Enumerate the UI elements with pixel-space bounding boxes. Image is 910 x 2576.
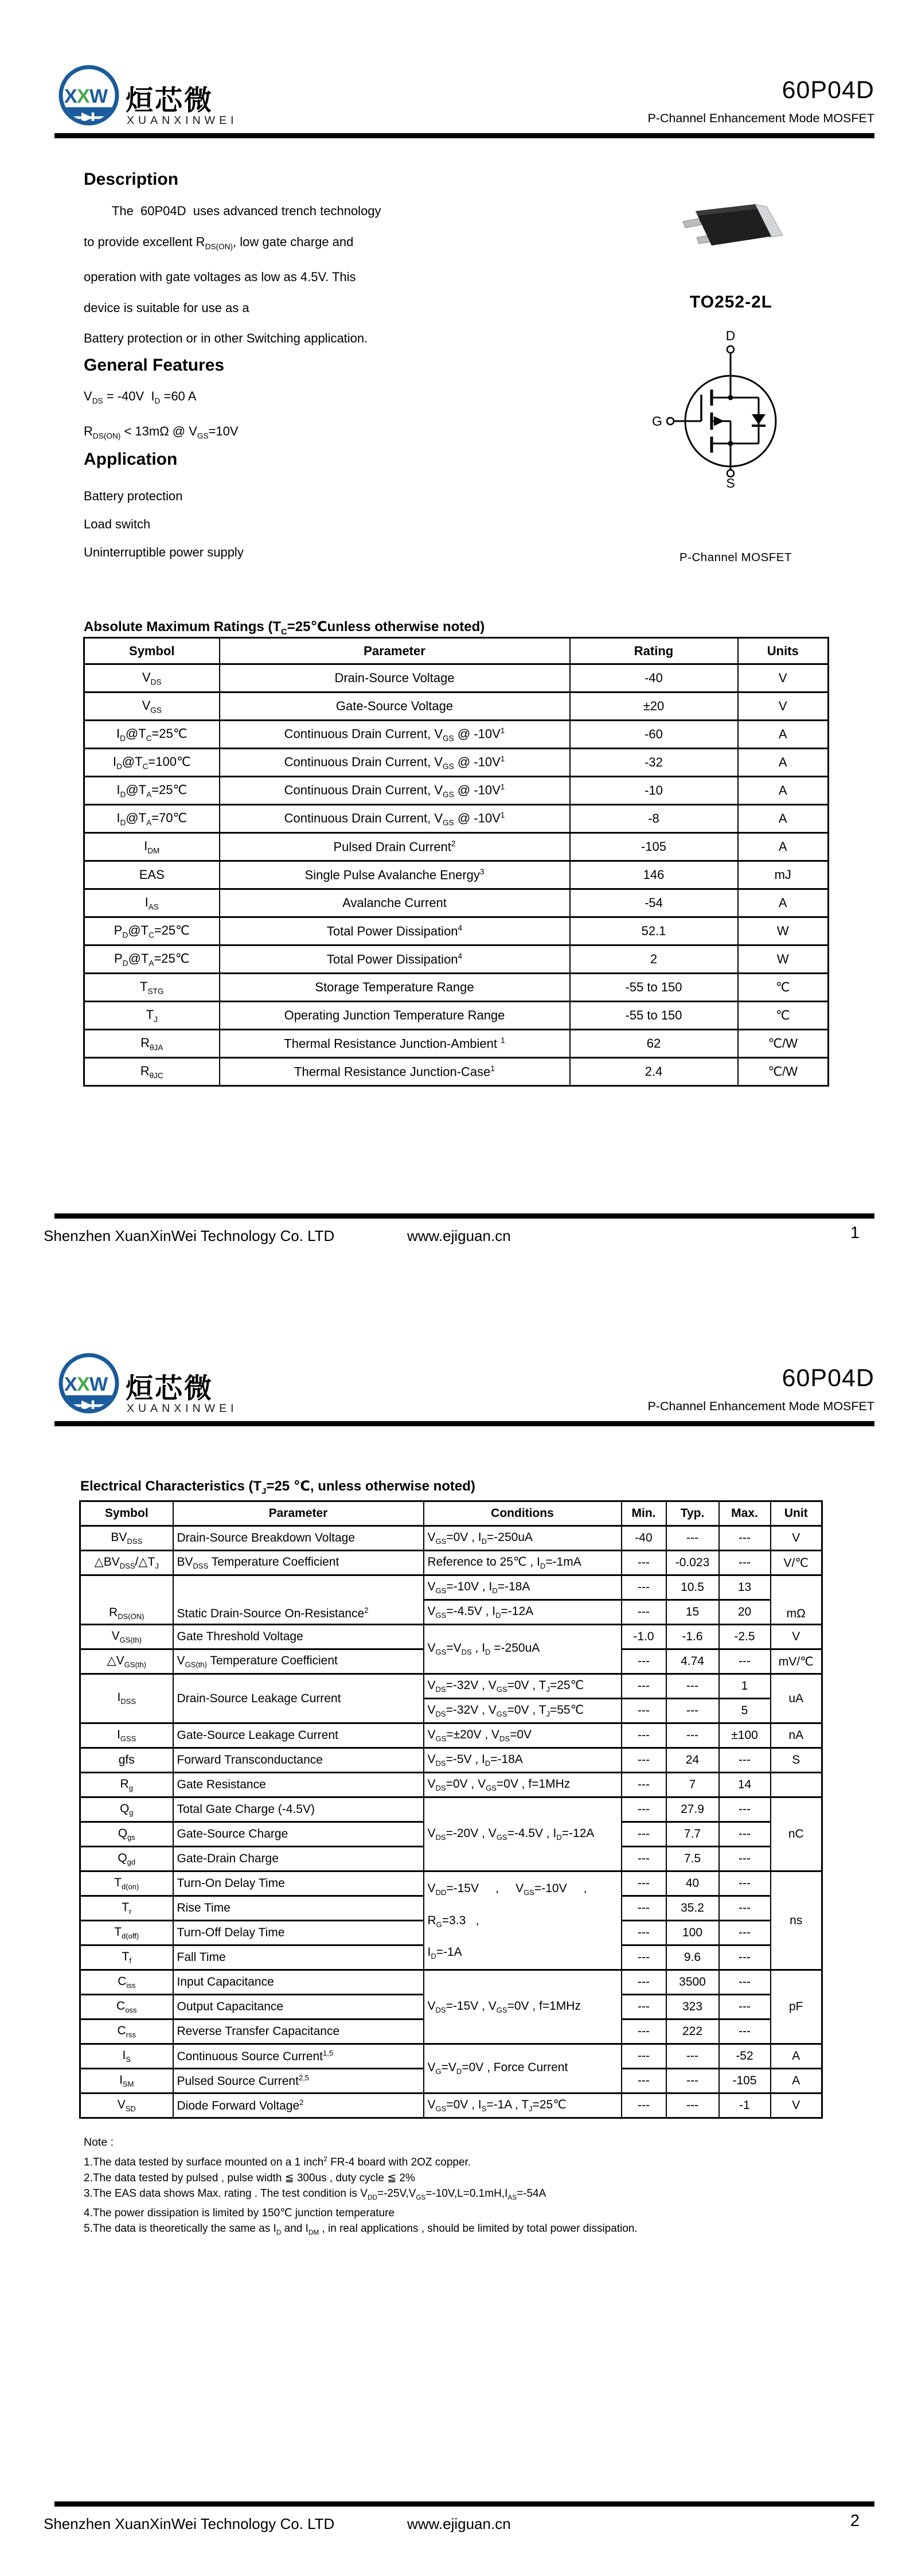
header-rule xyxy=(54,1421,874,1426)
table-cell: --- xyxy=(622,1551,666,1575)
description-line: operation with gate voltages as low as 4.5V. This xyxy=(84,270,356,285)
brand-name-cn: 烜芯微 xyxy=(126,85,214,116)
table-cell: $V_{SD}$ xyxy=(80,2094,173,2118)
footer-website-link[interactable]: www.ejiguan.cn xyxy=(407,2515,511,2532)
table-cell: --- xyxy=(719,1649,771,1674)
pin-label-d: D xyxy=(725,330,736,343)
table-cell: --- xyxy=(622,2094,666,2118)
company-logo-icon xyxy=(57,65,122,133)
table-cell: $T_{d(off)}$ xyxy=(80,1921,173,1945)
table-cell: 2.4 xyxy=(570,1058,738,1086)
description-paragraph xyxy=(84,196,623,354)
table-cell: -52 xyxy=(719,2044,771,2069)
data-table xyxy=(79,1500,823,2119)
table-cell: --- xyxy=(622,1970,666,1995)
part-subtitle: P-Channel Enhancement Mode MOSFET xyxy=(647,1399,874,1413)
table-cell: --- xyxy=(622,1674,666,1699)
table-cell: $C_{oss}$ xyxy=(80,1995,173,2019)
table-cell: A xyxy=(738,749,829,777)
table-header-cell: Units xyxy=(738,638,829,664)
table-cell: $P_D@T_C=25℃$ xyxy=(84,917,220,945)
table-cell: A xyxy=(771,2069,822,2094)
table-cell: --- xyxy=(666,2044,719,2069)
table-cell: 7 xyxy=(666,1773,719,1797)
table-cell: mΩ xyxy=(771,1575,822,1625)
table-cell: 62 xyxy=(570,1030,738,1058)
table-cell: Total Power Dissipation$^4$ xyxy=(220,917,570,945)
table-cell: Single Pulse Avalanche Energy$^3$ xyxy=(220,861,570,889)
table-cell: Storage Temperature Range xyxy=(220,974,570,1002)
table-cell: ℃ xyxy=(738,974,829,1002)
ec-table-title: Electrical Characteristics ($T_J=25$ ℃, unless otherwise noted) xyxy=(80,1478,475,1496)
data-table xyxy=(83,637,829,1087)
table-cell: $BV_{DSS}$ Temperature Coefficient xyxy=(173,1551,424,1575)
table-cell: $I_{SM}$ xyxy=(80,2069,173,2094)
table-cell: $V_G=V_D=0V$ , Force Current xyxy=(424,2044,622,2094)
amr-table-title: Absolute Maximum Ratings ($T_C=25℃unless$ otherwise noted) xyxy=(84,619,485,637)
table-cell xyxy=(771,1773,822,1797)
table-cell: --- xyxy=(622,2069,666,2094)
footer-company: Shenzhen XuanXinWei Technology Co. LTD xyxy=(44,1227,335,1244)
table-cell: $T_f$ xyxy=(80,1945,173,1970)
table-cell: Diode Forward Voltage$^2$ xyxy=(173,2094,424,2118)
company-logo-icon xyxy=(57,1353,122,1421)
ec-table-container xyxy=(79,1500,823,2119)
table-cell: $I_{DM}$ xyxy=(84,833,220,861)
logo-letter-x1: X xyxy=(64,85,77,107)
table-cell: Continuous Source Current$^{1,5}$ xyxy=(173,2044,424,2069)
table-cell: $I_{DSS}$ xyxy=(80,1674,173,1723)
table-cell: Turn-Off Delay Time xyxy=(173,1921,424,1945)
table-cell: Forward Transconductance xyxy=(173,1748,424,1773)
table-cell: $V_{GS}=-10V$ , $I_D=-18A$ xyxy=(424,1575,622,1600)
table-cell: Continuous Drain Current, $V_{GS}$ @ $-10V^1$ xyxy=(220,777,570,805)
note-line: 4.The power dissipation is limited by 150℃ junction temperature xyxy=(84,2207,395,2219)
table-cell: --- xyxy=(719,1526,771,1551)
table-cell: --- xyxy=(622,1896,666,1921)
table-cell: mV/℃ xyxy=(771,1649,822,1674)
description-line: Battery protection or in other Switching application. xyxy=(84,331,368,346)
table-cell: $V_{GS}=0V$ , $I_D=-250uA$ xyxy=(424,1526,622,1551)
description-line: The 60P04D uses advanced trench technology xyxy=(84,204,381,218)
table-cell: Drain-Source Leakage Current xyxy=(173,1674,424,1723)
table-cell: $T_{STG}$ xyxy=(84,974,220,1002)
table-cell: 27.9 xyxy=(666,1797,719,1822)
brand-name-en: XUANXINWEI xyxy=(127,114,238,127)
table-cell: --- xyxy=(622,1995,666,2019)
table-cell: 7.7 xyxy=(666,1822,719,1847)
table-cell: -55 to 150 xyxy=(570,974,738,1002)
footer-rule xyxy=(54,2501,874,2507)
table-cell: S xyxy=(771,1748,822,1773)
table-cell: 146 xyxy=(570,861,738,889)
table-cell: ℃ xyxy=(738,1002,829,1030)
table-cell: W xyxy=(738,945,829,974)
table-cell: --- xyxy=(622,1921,666,1945)
table-cell: A xyxy=(738,805,829,833)
footer-company: Shenzhen XuanXinWei Technology Co. LTD xyxy=(44,2515,335,2532)
table-cell: --- xyxy=(666,2094,719,2118)
table-header-cell: Conditions xyxy=(424,1501,622,1526)
table-cell: $V_{GS}=0V$ , $I_S=-1A$ , $T_J=25℃$ xyxy=(424,2094,622,2118)
table-cell: --- xyxy=(719,1995,771,2019)
table-cell: Continuous Drain Current, $V_{GS}$ @ $-10V^1$ xyxy=(220,805,570,833)
table-cell: Total Gate Charge (-4.5V) xyxy=(173,1797,424,1822)
note-line: 2.The data tested by pulsed , pulse width ≦ 300us , duty cycle ≦ 2% xyxy=(84,2172,415,2184)
table-header-cell: Max. xyxy=(719,1501,771,1526)
channel-arrow-icon xyxy=(714,417,724,426)
table-cell: --- xyxy=(719,1797,771,1822)
mosfet-symbol-caption: P-Channel MOSFET xyxy=(679,551,792,564)
table-cell: $Q_{gd}$ xyxy=(80,1847,173,1871)
table-cell: nA xyxy=(771,1723,822,1748)
table-cell: Operating Junction Temperature Range xyxy=(220,1002,570,1030)
table-cell: Total Power Dissipation$^4$ xyxy=(220,945,570,974)
table-cell: $V_{DS}=-5V$ , $I_D=-18A$ xyxy=(424,1748,622,1773)
table-cell: Gate Threshold Voltage xyxy=(173,1625,424,1649)
table-cell: Drain-Source Breakdown Voltage xyxy=(173,1526,424,1551)
logo-letter-x2: X xyxy=(77,1373,90,1395)
table-cell: 10.5 xyxy=(666,1575,719,1600)
table-cell: pF xyxy=(771,1970,822,2044)
table-cell: 14 xyxy=(719,1773,771,1797)
table-header-cell: Typ. xyxy=(666,1501,719,1526)
table-cell: -40 xyxy=(570,664,738,692)
table-cell: -10 xyxy=(570,777,738,805)
footer-website-link[interactable]: www.ejiguan.cn xyxy=(407,1227,511,1244)
table-cell: --- xyxy=(622,1723,666,1748)
table-cell: $I_D@T_A=25℃$ xyxy=(84,777,220,805)
table-cell: 52.1 xyxy=(570,917,738,945)
table-cell: ℃/W xyxy=(738,1030,829,1058)
table-cell: --- xyxy=(622,1797,666,1822)
table-cell: --- xyxy=(622,1871,666,1896)
table-cell: $V_{DS}$ xyxy=(84,664,220,692)
table-cell: A xyxy=(738,889,829,917)
package-lead-1 xyxy=(683,219,701,228)
table-cell: $P_D@T_A=25℃$ xyxy=(84,945,220,974)
table-cell: 4.74 xyxy=(666,1649,719,1674)
table-cell: --- xyxy=(622,1649,666,1674)
table-cell: $V_{DS}=-20V$ , $V_{GS}=-4.5V$ , $I_D=-12A$ xyxy=(424,1797,622,1871)
table-cell: 24 xyxy=(666,1748,719,1773)
table-cell: --- xyxy=(622,1773,666,1797)
table-header-cell: Symbol xyxy=(84,638,220,664)
brand-name-cn: 烜芯微 xyxy=(126,1373,214,1404)
table-cell: -32 xyxy=(570,749,738,777)
table-cell: V xyxy=(738,692,829,721)
table-cell: 1 xyxy=(719,1674,771,1699)
table-cell: Fall Time xyxy=(173,1945,424,1970)
table-cell: 100 xyxy=(666,1921,719,1945)
table-cell: $Q_{gs}$ xyxy=(80,1822,173,1847)
table-cell: --- xyxy=(666,1674,719,1699)
table-cell: $T_J$ xyxy=(84,1002,220,1030)
table-cell: --- xyxy=(719,1847,771,1871)
description-heading: Description xyxy=(84,170,179,189)
table-header-cell: Parameter xyxy=(173,1501,424,1526)
table-cell: -55 to 150 xyxy=(570,1002,738,1030)
table-cell: $I_D@T_C=25℃$ xyxy=(84,721,220,749)
table-cell: --- xyxy=(666,1526,719,1551)
table-cell: $I_D@T_A=70℃$ xyxy=(84,805,220,833)
table-cell: $V_{GS}=\pm 20V$ , $V_{DS}=0V$ xyxy=(424,1723,622,1748)
description-line: to provide excellent $R_{DS(ON)}$, low gate charge and xyxy=(84,234,354,251)
logo-letter-x1: X xyxy=(64,1373,77,1395)
table-cell: ns xyxy=(771,1871,822,1970)
table-cell: --- xyxy=(622,1847,666,1871)
table-cell: --- xyxy=(719,1896,771,1921)
general-features-heading: General Features xyxy=(84,356,225,375)
table-cell: Continuous Drain Current, $V_{GS}$ @ $-10V^1$ xyxy=(220,749,570,777)
table-cell: $V_{DS}=-32V$ , $V_{GS}=0V$ , $T_J=25℃$ xyxy=(424,1674,622,1699)
table-cell: $\triangle BV_{DSS}/\triangle T_J$ xyxy=(80,1551,173,1575)
table-cell: Thermal Resistance Junction-Case$^1$ xyxy=(220,1058,570,1086)
table-cell: EAS xyxy=(84,861,220,889)
table-cell: $R_{\theta JA}$ xyxy=(84,1030,220,1058)
logo-letter-w: W xyxy=(89,1373,108,1395)
table-cell: $V_{GS}=V_{DS}$ , $I_D =-250uA$ xyxy=(424,1625,622,1674)
table-cell: ±100 xyxy=(719,1723,771,1748)
table-header-cell: Rating xyxy=(570,638,738,664)
part-subtitle: P-Channel Enhancement Mode MOSFET xyxy=(647,111,874,125)
table-cell: V xyxy=(738,664,829,692)
footer-page-number: 1 xyxy=(850,1224,860,1242)
table-cell: Rise Time xyxy=(173,1896,424,1921)
table-cell: $I_S$ xyxy=(80,2044,173,2069)
table-cell: --- xyxy=(719,1551,771,1575)
table-cell: -54 xyxy=(570,889,738,917)
table-cell: Gate-Drain Charge xyxy=(173,1847,424,1871)
amr-table-container xyxy=(83,637,829,1087)
table-cell: Reverse Transfer Capacitance xyxy=(173,2019,424,2044)
feature-line: $R_{DS(ON)} < 13m\Omega$ @ $V_{GS}=10V$ xyxy=(84,424,239,441)
description-line: device is suitable for use as a xyxy=(84,300,249,315)
table-cell: 9.6 xyxy=(666,1945,719,1970)
table-cell: Static Drain-Source On-Resistance$^2$ xyxy=(173,1575,424,1625)
table-cell: A xyxy=(771,2044,822,2069)
notes-heading: Note : xyxy=(84,2136,114,2149)
drain-terminal xyxy=(727,346,734,353)
table-cell: Drain-Source Voltage xyxy=(220,664,570,692)
table-cell: --- xyxy=(719,1822,771,1847)
table-cell: 15 xyxy=(666,1600,719,1625)
table-cell: $R_{\theta JC}$ xyxy=(84,1058,220,1086)
table-cell: Gate-Source Charge xyxy=(173,1822,424,1847)
table-header-cell: Symbol xyxy=(80,1501,173,1526)
footer-rule xyxy=(54,1213,874,1219)
table-cell: -60 xyxy=(570,721,738,749)
table-cell: mJ xyxy=(738,861,829,889)
table-cell: Gate-Source Voltage xyxy=(220,692,570,721)
logo-letter-w: W xyxy=(89,85,108,107)
table-cell: $BV_{DSS}$ xyxy=(80,1526,173,1551)
table-cell: Gate Resistance xyxy=(173,1773,424,1797)
pin-label-g: G xyxy=(652,414,662,429)
table-cell: Input Capacitance xyxy=(173,1970,424,1995)
table-cell: --- xyxy=(719,1921,771,1945)
table-cell: V xyxy=(771,2094,822,2118)
table-cell: -8 xyxy=(570,805,738,833)
application-list xyxy=(84,482,542,566)
table-cell: --- xyxy=(622,1699,666,1723)
notes-list xyxy=(84,2151,829,2240)
table-cell: 222 xyxy=(666,2019,719,2044)
table-cell: $I_{AS}$ xyxy=(84,889,220,917)
table-cell: V xyxy=(771,1625,822,1649)
table-cell: Pulsed Drain Current$^2$ xyxy=(220,833,570,861)
table-cell: Thermal Resistance Junction-Ambient $^1$ xyxy=(220,1030,570,1058)
table-cell: --- xyxy=(719,1970,771,1995)
table-cell: A xyxy=(738,833,829,861)
table-cell: 13 xyxy=(719,1575,771,1600)
table-cell: W xyxy=(738,917,829,945)
table-cell: 20 xyxy=(719,1600,771,1625)
header-rule xyxy=(54,133,874,138)
table-header-cell: Parameter xyxy=(220,638,570,664)
application-line: Uninterruptible power supply xyxy=(84,545,244,559)
table-header-cell: Unit xyxy=(771,1501,822,1526)
footer-page-number: 2 xyxy=(850,2512,860,2530)
table-cell: V xyxy=(771,1526,822,1551)
table-cell: --- xyxy=(719,1871,771,1896)
table-cell: 35.2 xyxy=(666,1896,719,1921)
mosfet-symbol-diagram xyxy=(643,330,815,490)
table-cell: A xyxy=(738,777,829,805)
table-cell: $C_{rss}$ xyxy=(80,2019,173,2044)
table-cell: Reference to 25℃ , $I_D=-1mA$ xyxy=(424,1551,622,1575)
table-cell: uA xyxy=(771,1674,822,1723)
general-features-list xyxy=(84,381,542,452)
table-cell: Output Capacitance xyxy=(173,1995,424,2019)
note-line: 5.The data is theoretically the same as $I_D$ and $I_{DM}$ , in real applications , should be limited by total power dissipation. xyxy=(84,2222,638,2236)
part-number: 60P04D xyxy=(782,1364,874,1392)
table-cell: -0.023 xyxy=(666,1551,719,1575)
table-cell: -1.6 xyxy=(666,1625,719,1649)
table-cell: 2 xyxy=(570,945,738,974)
table-cell: nC xyxy=(771,1797,822,1871)
table-cell: -105 xyxy=(719,2069,771,2094)
table-cell: --- xyxy=(719,2019,771,2044)
table-cell: A xyxy=(738,721,829,749)
table-cell: 7.5 xyxy=(666,1847,719,1871)
gate-terminal xyxy=(667,418,674,425)
package-photo xyxy=(679,202,788,262)
table-cell: --- xyxy=(622,2019,666,2044)
table-cell: $I_{GSS}$ xyxy=(80,1723,173,1748)
package-name-label: TO252-2L xyxy=(689,293,773,312)
logo-letter-x2: X xyxy=(77,85,90,107)
table-cell: $I_D@T_C=100℃$ xyxy=(84,749,220,777)
feature-line: $V_{DS} = -40V$ $I_D =60$ A xyxy=(84,389,197,406)
table-cell: --- xyxy=(622,2044,666,2069)
table-cell: 40 xyxy=(666,1871,719,1896)
table-cell: ℃/W xyxy=(738,1058,829,1086)
table-cell: --- xyxy=(622,1575,666,1600)
application-line: Battery protection xyxy=(84,489,183,503)
table-cell: $V_{DS}=-32V$ , $V_{GS}=0V$ , $T_J=55℃$ xyxy=(424,1699,622,1723)
application-line: Load switch xyxy=(84,517,151,531)
table-cell: $V_{DS}=-15V$ , $V_{GS}=0V$ , f=1MHz xyxy=(424,1970,622,2044)
pin-label-s: S xyxy=(726,476,735,490)
table-cell: --- xyxy=(666,1699,719,1723)
table-cell: --- xyxy=(719,1945,771,1970)
table-cell: --- xyxy=(719,1748,771,1773)
part-number: 60P04D xyxy=(782,76,874,104)
table-cell: Turn-On Delay Time xyxy=(173,1871,424,1896)
table-header-cell: Min. xyxy=(622,1501,666,1526)
table-cell: $\triangle V_{GS(th)}$ xyxy=(80,1649,173,1674)
table-cell: $R_{DS(ON)}$ xyxy=(80,1575,173,1625)
table-cell: $T_r$ xyxy=(80,1896,173,1921)
table-cell: $V_{DS}=0V$ , $V_{GS}=0V$ , f=1MHz xyxy=(424,1773,622,1797)
table-cell: --- xyxy=(622,1822,666,1847)
table-cell: $Q_g$ xyxy=(80,1797,173,1822)
table-cell: -105 xyxy=(570,833,738,861)
table-cell: $V_{GS(th)}$ xyxy=(80,1625,173,1649)
table-cell: Continuous Drain Current, $V_{GS}$ @ $-10V^1$ xyxy=(220,721,570,749)
table-cell: -1.0 xyxy=(622,1625,666,1649)
table-cell: --- xyxy=(622,1945,666,1970)
brand-name-en: XUANXINWEI xyxy=(127,1402,238,1415)
note-line: 1.The data tested by surface mounted on a 1 inch$^2$ FR-4 board with 2OZ copper. xyxy=(84,2155,471,2169)
table-cell: Pulsed Source Current$^{2,5}$ xyxy=(173,2069,424,2094)
table-cell: $C_{iss}$ xyxy=(80,1970,173,1995)
datasheet-page-2 xyxy=(0,1288,910,2576)
table-cell: $V_{GS(th)}$ Temperature Coefficient xyxy=(173,1649,424,1674)
table-cell: --- xyxy=(622,1600,666,1625)
table-cell: $V_{GS}=-4.5V$ , $I_D=-12A$ xyxy=(424,1600,622,1625)
table-cell: -40 xyxy=(622,1526,666,1551)
table-cell: $V_{DD}=-15V$ , $V_{GS}=-10V$ , $R_G=3.3$ , $I_D=-1A$ xyxy=(424,1871,622,1970)
note-line: 3.The EAS data shows Max. rating . The test condition is $V_{DD}=-25V,V_{GS}=-10V,L=0.1mH,I_{AS}=-54A$ xyxy=(84,2187,546,2201)
table-cell: Avalanche Current xyxy=(220,889,570,917)
table-cell: $T_{d(on)}$ xyxy=(80,1871,173,1896)
table-cell: 323 xyxy=(666,1995,719,2019)
table-cell: --- xyxy=(666,2069,719,2094)
table-cell: ±20 xyxy=(570,692,738,721)
table-cell: V/℃ xyxy=(771,1551,822,1575)
table-cell: --- xyxy=(666,1723,719,1748)
table-cell: 3500 xyxy=(666,1970,719,1995)
table-cell: -2.5 xyxy=(719,1625,771,1649)
table-cell: $V_{GS}$ xyxy=(84,692,220,721)
application-heading: Application xyxy=(84,450,178,469)
body-diode-icon xyxy=(752,414,766,425)
table-cell: 5 xyxy=(719,1699,771,1723)
table-cell: Gate-Source Leakage Current xyxy=(173,1723,424,1748)
table-cell: gfs xyxy=(80,1748,173,1773)
table-cell: $R_g$ xyxy=(80,1773,173,1797)
table-cell: --- xyxy=(622,1748,666,1773)
table-cell: -1 xyxy=(719,2094,771,2118)
